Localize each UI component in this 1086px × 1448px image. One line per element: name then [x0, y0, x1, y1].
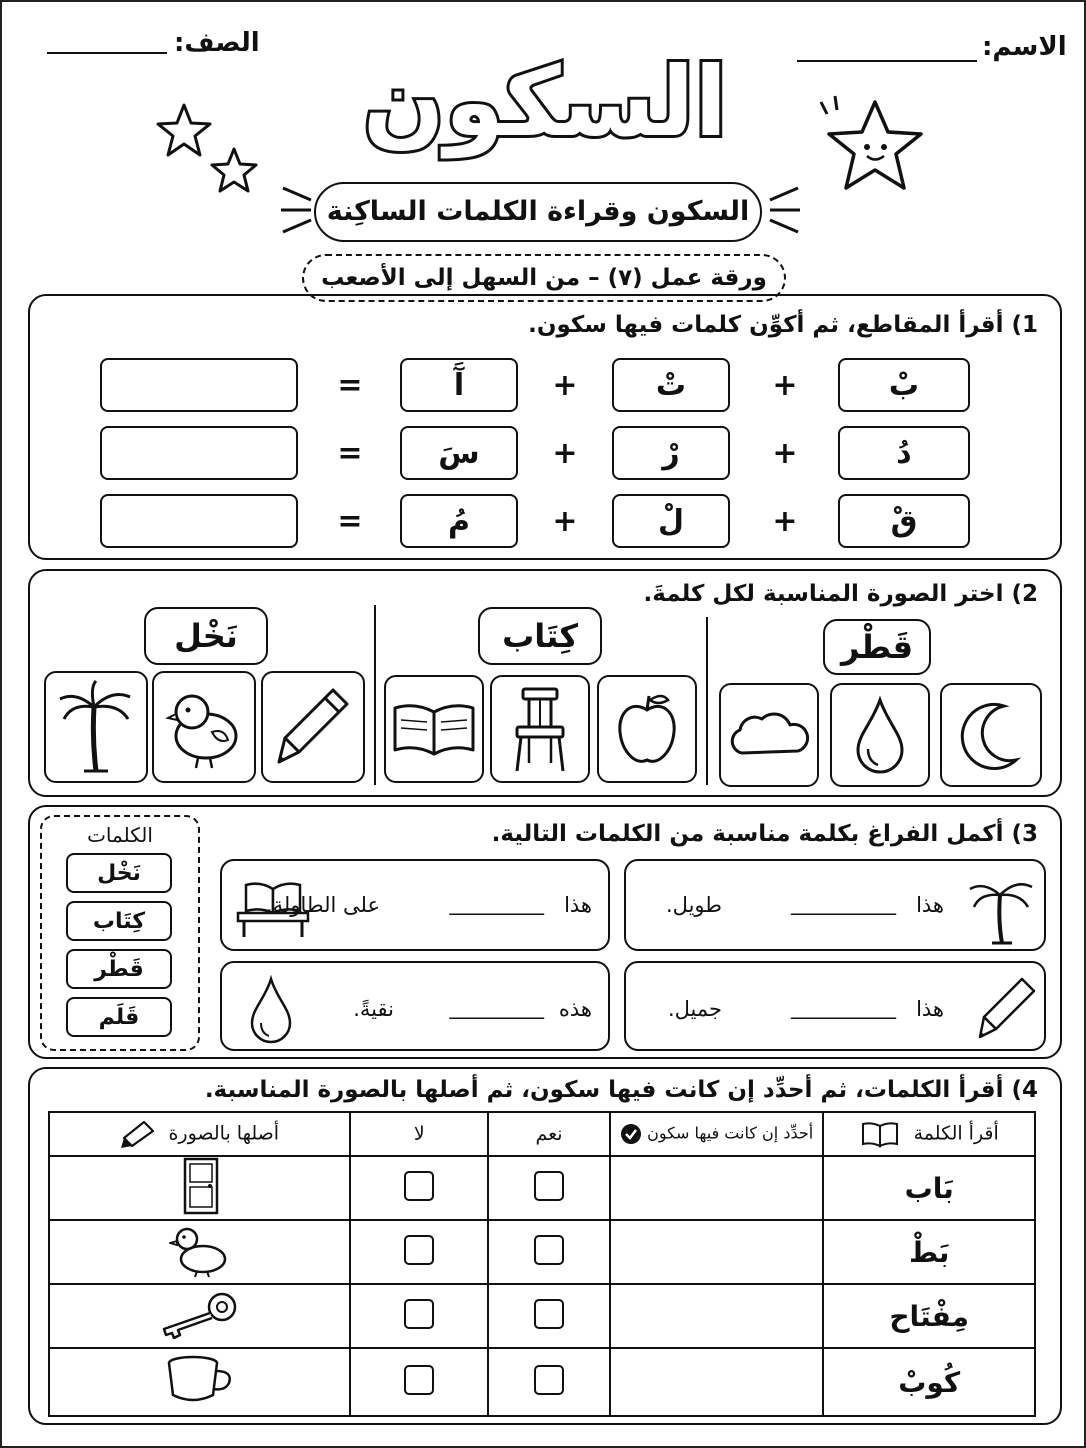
header-yes: نعم	[488, 1112, 610, 1156]
row-picture[interactable]	[49, 1348, 350, 1416]
question-4-section	[28, 1067, 1062, 1425]
picture-option[interactable]	[44, 671, 148, 783]
plus-sign: +	[552, 436, 578, 471]
row-yes	[488, 1284, 610, 1348]
answer-box[interactable]	[100, 494, 298, 548]
sentence-blank[interactable]: __________	[791, 891, 896, 915]
plus-sign: +	[772, 504, 798, 539]
no-checkbox[interactable]	[404, 1299, 434, 1329]
worksheet-label: ورقة عمل (٧) – من السهل إلى الأصعب	[302, 254, 786, 302]
smiling-star-icon	[807, 92, 937, 207]
pencil-icon	[976, 973, 1038, 1045]
equals-sign: =	[337, 368, 363, 403]
chair-icon	[505, 683, 575, 775]
picture-option[interactable]	[830, 683, 930, 787]
sentence-card	[624, 859, 1046, 951]
sentence-end: جميل.	[667, 997, 722, 1021]
word-bank-title: الكلمات	[87, 823, 153, 847]
syllable-box: مُ	[400, 494, 518, 548]
question-3-section	[28, 805, 1062, 1059]
syllable-box: قْ	[838, 494, 970, 548]
sentence-blank[interactable]: __________	[791, 995, 896, 1019]
table-row	[49, 1348, 1035, 1416]
row-picture[interactable]	[49, 1156, 350, 1220]
syllable-box: تْ	[612, 358, 730, 412]
word-bank-item[interactable]: كِتَاب	[66, 901, 172, 941]
sentence-card	[624, 961, 1046, 1051]
header-connect-label: أصلها بالصورة	[168, 1122, 280, 1145]
yes-checkbox[interactable]	[534, 1235, 564, 1265]
yes-checkbox[interactable]	[534, 1171, 564, 1201]
no-checkbox[interactable]	[404, 1171, 434, 1201]
header-word	[823, 1112, 1035, 1156]
check-circle-icon	[620, 1123, 642, 1145]
bird-icon	[162, 682, 246, 772]
no-checkbox[interactable]	[404, 1235, 434, 1265]
plus-sign: +	[552, 368, 578, 403]
question-2-section	[28, 569, 1062, 797]
picture-option[interactable]	[261, 671, 365, 783]
table-row	[49, 1284, 1035, 1348]
row-word: بَطْ	[823, 1220, 1035, 1284]
row-no	[350, 1220, 488, 1284]
sentence-end: طويل.	[666, 893, 722, 917]
sentence-start: هذا	[916, 893, 944, 917]
sentence-start: هذا	[916, 997, 944, 1021]
rays-left-icon	[277, 180, 317, 240]
question-3-title: 3) أكمل الفراغ بكلمة مناسبة من الكلمات التالية.	[491, 821, 1038, 847]
equals-sign: =	[337, 504, 363, 539]
sentence-start: هذه	[558, 997, 592, 1021]
word-qatr: قَطْر	[823, 619, 931, 675]
picture-option[interactable]	[597, 675, 697, 783]
row-word: كُوبْ	[823, 1348, 1035, 1416]
rays-right-icon	[764, 180, 804, 240]
sentence-end: نقيةً.	[353, 997, 394, 1021]
plus-sign: +	[772, 368, 798, 403]
row-picture[interactable]	[49, 1220, 350, 1284]
header-connect	[49, 1112, 350, 1156]
drop-icon	[850, 695, 910, 775]
yes-checkbox[interactable]	[534, 1365, 564, 1395]
subtitle: السكون وقراءة الكلمات الساكِنة	[314, 182, 762, 242]
picture-option[interactable]	[490, 675, 590, 783]
answer-box[interactable]	[100, 358, 298, 412]
row-determine	[610, 1284, 824, 1348]
row-yes	[488, 1156, 610, 1220]
sukun-table	[48, 1111, 1036, 1417]
class-field[interactable]	[47, 52, 167, 54]
word-bank-item[interactable]: قَطْر	[66, 949, 172, 989]
picture-option[interactable]	[940, 683, 1042, 787]
word-bank	[40, 815, 200, 1051]
equals-sign: =	[337, 436, 363, 471]
apple-icon	[612, 688, 682, 770]
class-label: الصف:	[174, 28, 260, 58]
yes-checkbox[interactable]	[534, 1299, 564, 1329]
syllable-box: رْ	[612, 426, 730, 480]
question-1-title: 1) أقرأ المقاطع، ثم أكوِّن كلمات فيها سكون.	[528, 312, 1038, 338]
sentence-end: على الطاولة.	[266, 893, 380, 917]
row-word: بَاب	[823, 1156, 1035, 1220]
question-1-section	[28, 294, 1062, 560]
question-2-title: 2) اختر الصورة المناسبة لكل كلمةَ.	[643, 581, 1038, 607]
table-row	[49, 1156, 1035, 1220]
duck-icon	[169, 1221, 231, 1279]
row-word: مِفْتَاح	[823, 1284, 1035, 1348]
picture-option[interactable]	[719, 683, 819, 787]
row-determine	[610, 1220, 824, 1284]
name-field[interactable]	[797, 60, 977, 62]
header-no: لا	[350, 1112, 488, 1156]
syllable-box: لْ	[612, 494, 730, 548]
book-icon	[389, 694, 479, 764]
name-label: الاسم:	[982, 32, 1067, 62]
sentence-blank[interactable]: _________	[449, 891, 544, 915]
picture-option[interactable]	[384, 675, 484, 783]
row-yes	[488, 1348, 610, 1416]
row-no	[350, 1348, 488, 1416]
plus-sign: +	[772, 436, 798, 471]
pencil-icon	[273, 682, 353, 772]
answer-box[interactable]	[100, 426, 298, 480]
header-determine-label: أحدِّد إن كانت فيها سكون	[647, 1123, 814, 1143]
book-icon	[860, 1120, 900, 1148]
plus-sign: +	[552, 504, 578, 539]
sentence-start: هذا	[564, 893, 592, 917]
header-word-label: أقرأ الكلمة	[913, 1122, 999, 1145]
syllable-box: بْ	[838, 358, 970, 412]
pencil-icon	[120, 1119, 156, 1149]
word-kitab: كِتَاب	[478, 607, 602, 665]
palm-icon	[56, 677, 136, 777]
cloud-icon	[726, 705, 812, 765]
row-determine	[610, 1156, 824, 1220]
divider	[706, 617, 708, 785]
word-nakhl: نَخْل	[144, 607, 268, 665]
syllable-box: دُ	[838, 426, 970, 480]
header-determine	[610, 1112, 824, 1156]
stars-icon	[152, 97, 272, 207]
sentence-card	[220, 859, 610, 951]
no-checkbox[interactable]	[404, 1365, 434, 1395]
row-no	[350, 1156, 488, 1220]
syllable-box: سَ	[400, 426, 518, 480]
row-no	[350, 1284, 488, 1348]
row-picture[interactable]	[49, 1284, 350, 1348]
word-bank-item[interactable]: قَلَم	[66, 997, 172, 1037]
drop-icon	[246, 975, 296, 1045]
table-row	[49, 1220, 1035, 1284]
door-icon	[175, 1157, 225, 1215]
question-4-title: 4) أقرأ الكلمات، ثم أحدِّد إن كانت فيها سكون، ثم أصلها بالصورة المناسبة.	[204, 1077, 1038, 1103]
sentence-blank[interactable]: _________	[449, 995, 544, 1019]
picture-option[interactable]	[152, 671, 256, 783]
moon-icon	[956, 698, 1026, 772]
row-determine	[610, 1348, 824, 1416]
divider	[374, 605, 376, 785]
word-bank-item[interactable]: نَخْل	[66, 853, 172, 893]
key-icon	[158, 1289, 242, 1339]
row-yes	[488, 1220, 610, 1284]
cup-icon	[163, 1353, 237, 1407]
palm-icon	[968, 869, 1034, 947]
syllable-box: آَ	[400, 358, 518, 412]
sentence-card	[220, 961, 610, 1051]
table-header-row	[49, 1112, 1035, 1156]
main-title: السكون	[362, 46, 728, 158]
